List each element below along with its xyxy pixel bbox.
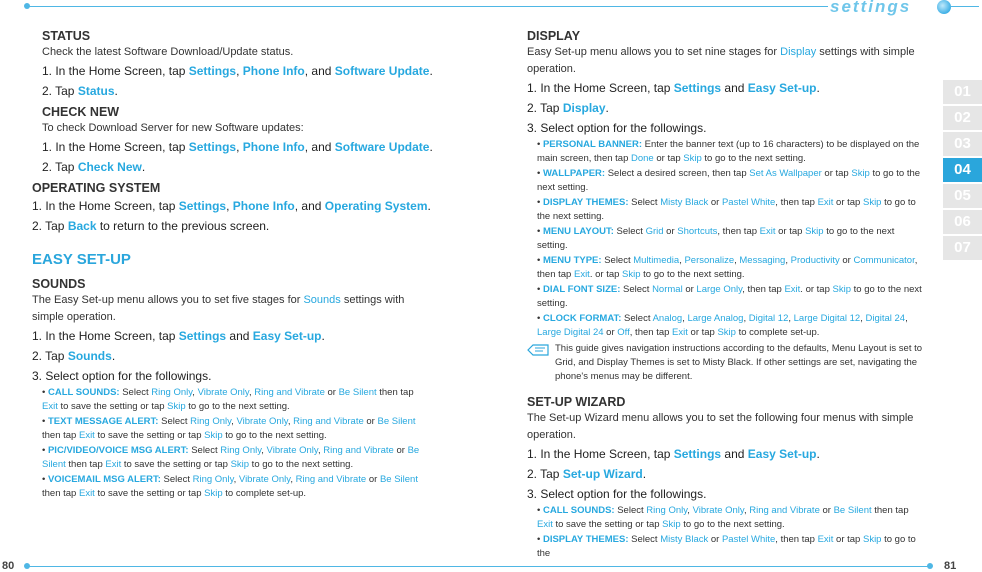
- sounds-step-3: 3. Select option for the followings.: [32, 369, 212, 383]
- left-page: [32, 28, 432, 502]
- wizard-bullet-call-sounds: • CALL SOUNDS: Select Ring Only, Vibrate Only, Ring and Vibrate or Be Silent then tap Exit to save the setting or tap Skip to go to the next setting.: [537, 505, 909, 530]
- note-icon: [527, 344, 549, 356]
- display-step-1: 1. In the Home Screen, tap Settings and Easy Set-up.: [527, 81, 820, 95]
- bullet-pic-video-voice-alert: • PIC/VIDEO/VOICE MSG ALERT: Select Ring Only, Vibrate Only, Ring and Vibrate or Be Silent then tap Exit to save the setting or tap Skip to go to the next setting.: [42, 445, 420, 470]
- bullet-text-message-alert: • TEXT MESSAGE ALERT: Select Ring Only, Vibrate Only, Ring and Vibrate or Be Silent then tap Exit to save the setting or tap Skip to go to the next setting.: [42, 416, 416, 441]
- note-block: [527, 342, 927, 384]
- chapter-tab-03[interactable]: 03: [943, 132, 982, 156]
- status-step-2: 2. Tap Status.: [42, 84, 118, 98]
- display-step-3: 3. Select option for the followings.: [527, 121, 707, 135]
- bullet-clock-format: • CLOCK FORMAT: Select Analog, Large Analog, Digital 12, Large Digital 12, Digital 24, Large Digital 24 or Off, then tap Exit or tap Skip to complete set-up.: [537, 313, 908, 338]
- header-rule: [28, 6, 828, 7]
- page-number-left: 80: [2, 560, 15, 572]
- check-new-heading: CHECK NEW: [42, 105, 120, 119]
- chapter-tab-04[interactable]: 04: [943, 158, 982, 182]
- note-text: This guide gives navigation instructions according to the defaults, Menu Layout is set to Grid, and Display Themes is set to Misty Black. If other settings are set, navigating the phone's menus may be different.: [555, 343, 923, 382]
- setup-wizard-step-2: 2. Tap Set-up Wizard.: [527, 467, 647, 481]
- chapter-tab-02[interactable]: 02: [943, 106, 982, 130]
- bullet-menu-type: • MENU TYPE: Select Multimedia, Personalize, Messaging, Productivity or Communicator, then tap Exit. or tap Skip to go to the next setting.: [537, 255, 918, 280]
- right-page: [527, 28, 927, 562]
- sounds-step-1: 1. In the Home Screen, tap Settings and Easy Set-up.: [32, 329, 325, 343]
- easy-setup-heading: EASY SET-UP: [32, 251, 131, 268]
- bullet-wallpaper: • WALLPAPER: Select a desired screen, then tap Set As Wallpaper or tap Skip to go to the next setting.: [537, 168, 921, 193]
- chapter-tabs: [943, 80, 982, 262]
- header-right-dot: [937, 0, 951, 14]
- setup-wizard-desc: The Set-up Wizard menu allows you to set the following four menus with simple operation.: [527, 412, 914, 441]
- check-new-step-1: 1. In the Home Screen, tap Settings, Phone Info, and Software Update.: [42, 140, 433, 154]
- status-step-1: 1. In the Home Screen, tap Settings, Phone Info, and Software Update.: [42, 64, 433, 78]
- section-title: settings: [830, 0, 912, 16]
- setup-wizard-step-1: 1. In the Home Screen, tap Settings and Easy Set-up.: [527, 447, 820, 461]
- operating-system-heading: OPERATING SYSTEM: [32, 181, 161, 195]
- setup-wizard-bullets: [527, 504, 927, 561]
- chapter-tab-07[interactable]: 07: [943, 236, 982, 260]
- sounds-heading: SOUNDS: [32, 277, 86, 291]
- check-new-desc: To check Download Server for new Software updates:: [42, 122, 304, 134]
- page-number-right: 81: [944, 560, 957, 572]
- footer-rule: [28, 566, 928, 567]
- operating-system-step-1: 1. In the Home Screen, tap Settings, Phone Info, and Operating System.: [32, 199, 431, 213]
- status-section: [32, 28, 432, 177]
- sounds-bullets: [32, 386, 432, 501]
- bullet-dial-font-size: • DIAL FONT SIZE: Select Normal or Large Only, then tap Exit. or tap Skip to go to the next setting.: [537, 284, 922, 309]
- display-desc: Easy Set-up menu allows you to set nine stages for Display settings with simple operation.: [527, 46, 915, 75]
- chapter-tab-01[interactable]: 01: [943, 80, 982, 104]
- bullet-display-themes: • DISPLAY THEMES: Select Misty Black or Pastel White, then tap Exit or tap Skip to go to the next setting.: [537, 197, 916, 222]
- wizard-bullet-display-themes: • DISPLAY THEMES: Select Misty Black or Pastel White, then tap Exit or tap Skip to go to the: [537, 534, 916, 559]
- chapter-tab-05[interactable]: 05: [943, 184, 982, 208]
- check-new-step-2: 2. Tap Check New.: [42, 160, 146, 174]
- status-heading: STATUS: [42, 29, 91, 43]
- sounds-step-2: 2. Tap Sounds.: [32, 349, 116, 363]
- bullet-voicemail-alert: • VOICEMAIL MSG ALERT: Select Ring Only, Vibrate Only, Ring and Vibrate or Be Silent then tap Exit to save the setting or tap Skip to complete set-up.: [42, 474, 418, 499]
- bullet-call-sounds: • CALL SOUNDS: Select Ring Only, Vibrate Only, Ring and Vibrate or Be Silent then tap Exit to save the setting or tap Skip to go to the next setting.: [42, 387, 414, 412]
- header-rule-end: [951, 6, 979, 7]
- chapter-tab-06[interactable]: 06: [943, 210, 982, 234]
- bullet-personal-banner: • PERSONAL BANNER: Enter the banner text (up to 16 characters) to be displayed on the main screen, then tap Done or tap Skip to go to the next setting.: [537, 139, 920, 164]
- display-heading: DISPLAY: [527, 29, 581, 43]
- status-desc: Check the latest Software Download/Update status.: [42, 46, 294, 58]
- bullet-menu-layout: • MENU LAYOUT: Select Grid or Shortcuts, then tap Exit or tap Skip to go to the next setting.: [537, 226, 895, 251]
- footer-right-dot: [927, 563, 933, 569]
- setup-wizard-heading: SET-UP WIZARD: [527, 395, 626, 409]
- display-step-2: 2. Tap Display.: [527, 101, 609, 115]
- setup-wizard-step-3: 3. Select option for the followings.: [527, 487, 707, 501]
- operating-system-step-2: 2. Tap Back to return to the previous screen.: [32, 219, 270, 233]
- sounds-desc: The Easy Set-up menu allows you to set five stages for Sounds settings with simple operation.: [32, 294, 405, 323]
- display-bullets: [527, 138, 927, 340]
